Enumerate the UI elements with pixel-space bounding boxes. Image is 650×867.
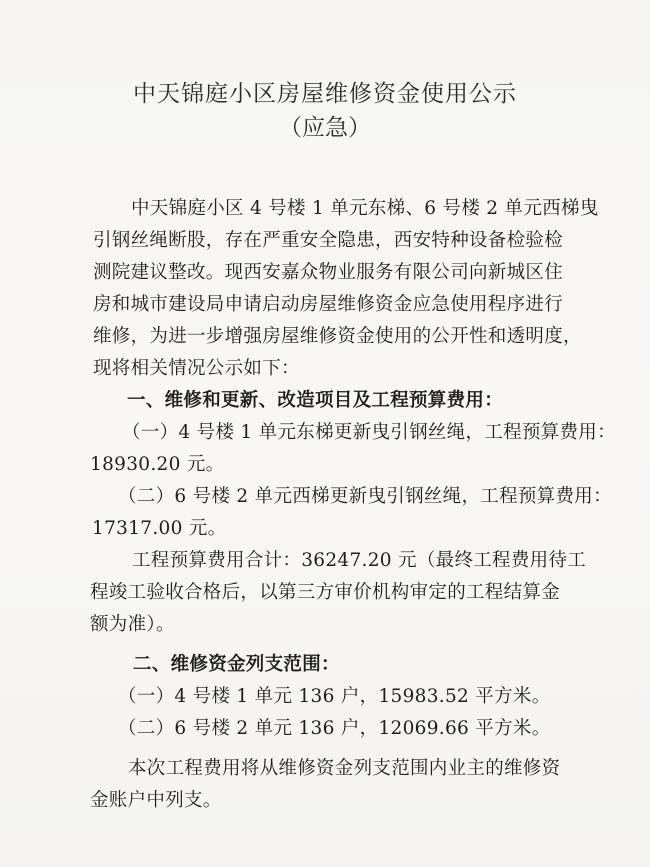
closing-line-2: 金账户中列支。 (90, 790, 222, 811)
item1-line1: （一）4 号楼 1 单元东梯更新曳引钢丝绳，工程预算费用： (122, 422, 616, 443)
closing-line-1: 本次工程费用将从维修资金列支范围内业主的维修资 (128, 758, 561, 779)
document-title: 中天锦庭小区房屋维修资金使用公示 (133, 81, 517, 107)
item2-line1: （二）6 号楼 2 单元西梯更新曳引钢丝绳，工程预算费用： (118, 486, 612, 507)
item1-line2: 18930.20 元。 (90, 454, 225, 475)
intro-line-6: 现将相关情况公示如下： (93, 358, 300, 379)
intro-line-5: 维修，为进一步增强房屋维修资金使用的公开性和透明度， (93, 326, 582, 347)
intro-line-1: 中天锦庭小区 4 号楼 1 单元东梯、6 号楼 2 单元西梯曳 (131, 198, 599, 219)
total-line-1: 工程预算费用合计：36247.20 元（最终工程费用待工 (132, 550, 587, 571)
total-line-3: 额为准）。 (90, 614, 175, 635)
scope-item-2: （二）6 号楼 2 单元 136 户，12069.66 平方米。 (118, 718, 551, 739)
intro-line-4: 房和城市建设局申请启动房屋维修资金应急使用程序进行 (93, 294, 564, 315)
intro-line-2: 引钢丝绳断股，存在严重安全隐患，西安特种设备检验检 (93, 230, 564, 251)
intro-line-3: 测院建议整改。现西安嘉众物业服务有限公司向新城区住 (93, 262, 564, 283)
scope-item-1: （一）4 号楼 1 单元 136 户，15983.52 平方米。 (118, 686, 551, 707)
section1-heading: 一、维修和更新、改造项目及工程预算费用： (127, 390, 504, 411)
title-block (0, 78, 650, 144)
total-line-2: 程竣工验收合格后，以第三方审价机构审定的工程结算金 (90, 582, 561, 603)
document-subtitle: （应急） (279, 115, 371, 141)
section2-heading: 二、维修资金列支范围： (133, 654, 340, 675)
item2-line2: 17317.00 元。 (92, 518, 227, 539)
